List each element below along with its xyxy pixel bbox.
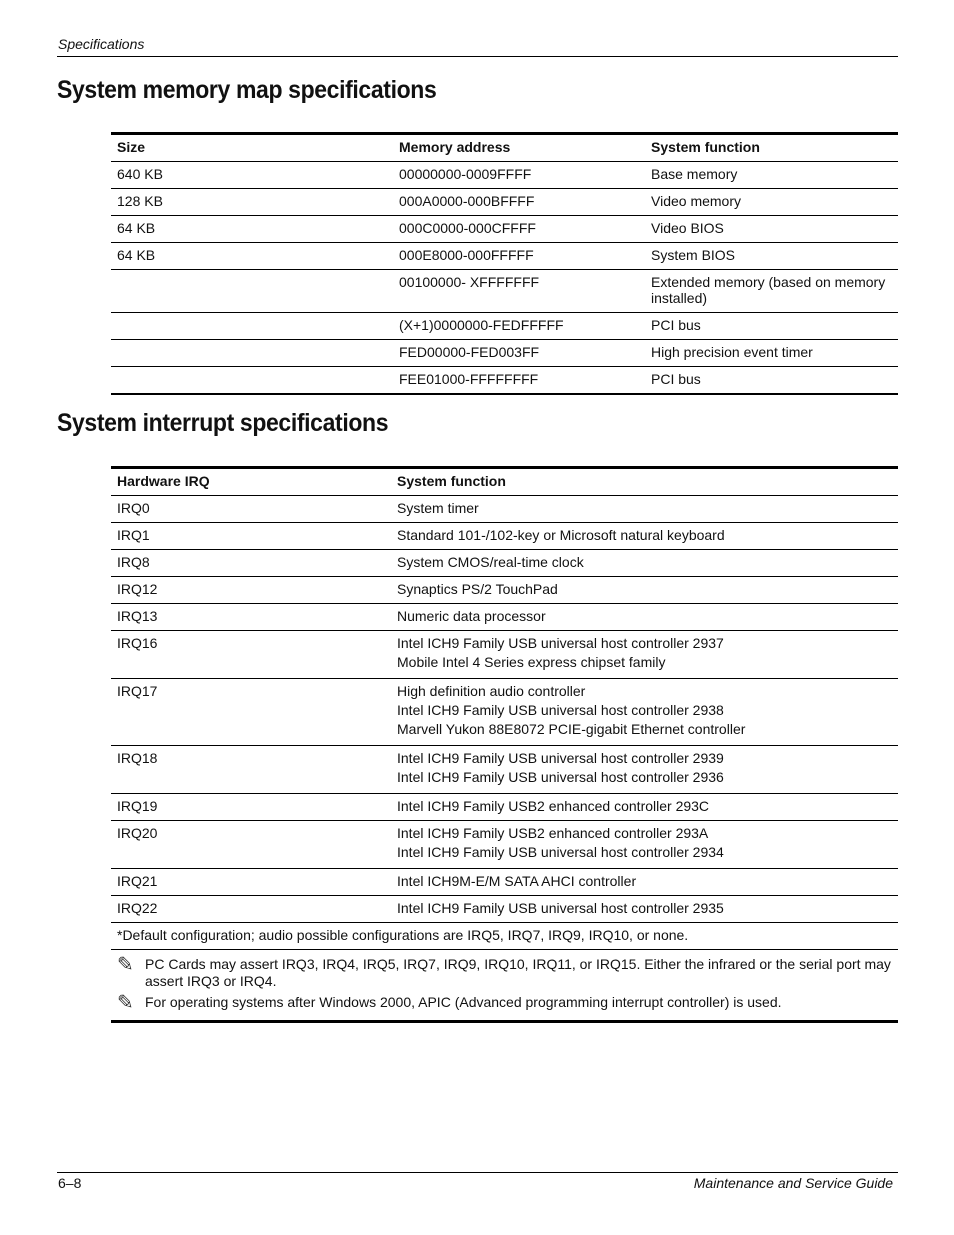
- irq-function-line: Numeric data processor: [397, 608, 546, 624]
- irq-cell: IRQ22: [111, 896, 391, 923]
- memory-address-cell: 00000000-0009FFFF: [393, 162, 645, 189]
- interrupt-row: [111, 679, 898, 746]
- note-text: For operating systems after Windows 2000, APIC (Advanced programming interrupt controller) is used.: [145, 994, 782, 1010]
- size-cell: 640 KB: [111, 162, 393, 189]
- memory-map-header-row: [111, 134, 898, 162]
- irq-cell: IRQ16: [111, 631, 391, 679]
- irq-function-cell: [391, 896, 898, 923]
- irq-function-line: Intel ICH9 Family USB universal host controller 2936: [397, 769, 724, 785]
- interrupt-row: [111, 604, 898, 631]
- irq-function-line: High definition audio controller: [397, 683, 586, 699]
- system-function-cell: Base memory: [645, 162, 898, 189]
- size-cell: [111, 270, 393, 313]
- column-header-size: Size: [117, 139, 146, 155]
- irq-function-line: Intel ICH9 Family USB universal host controller 2937: [397, 635, 724, 651]
- memory-address-cell: 000C0000-000CFFFF: [393, 216, 645, 243]
- size-cell: 64 KB: [111, 216, 393, 243]
- memory-map-row: [111, 340, 898, 367]
- irq-function-cell: [391, 631, 898, 679]
- note: [117, 956, 892, 990]
- size-cell: [111, 313, 393, 340]
- column-header-hardware-irq: Hardware IRQ: [117, 473, 210, 489]
- system-function-cell: High precision event timer: [645, 340, 898, 367]
- interrupt-row: [111, 496, 898, 523]
- interrupt-row: [111, 550, 898, 577]
- irq-function-cell: [391, 550, 898, 577]
- irq-function-line: Intel ICH9 Family USB universal host controller 2934: [397, 844, 724, 860]
- interrupt-row: [111, 896, 898, 923]
- size-cell: [111, 367, 393, 395]
- memory-address-cell: (X+1)0000000-FEDFFFFF: [393, 313, 645, 340]
- system-function-cell: Video memory: [645, 189, 898, 216]
- irq-function-line: Intel ICH9 Family USB universal host controller 2935: [397, 900, 724, 916]
- irq-function-line: Synaptics PS/2 TouchPad: [397, 581, 558, 597]
- irq-cell: IRQ17: [111, 679, 391, 746]
- irq-cell: IRQ0: [111, 496, 391, 523]
- irq-cell: IRQ21: [111, 869, 391, 896]
- irq-function-cell: [391, 746, 898, 794]
- irq-function-line: Intel ICH9 Family USB universal host controller 2939: [397, 750, 724, 766]
- memory-address-cell: 000E8000-000FFFFF: [393, 243, 645, 270]
- interrupt-row: [111, 821, 898, 869]
- note: [117, 994, 892, 1012]
- interrupt-title: System interrupt specifications: [57, 409, 389, 437]
- irq-function-line: Intel ICH9 Family USB2 enhanced controller 293C: [397, 798, 710, 814]
- memory-map-row: [111, 162, 898, 189]
- interrupt-row: [111, 631, 898, 679]
- irq-function-cell: [391, 794, 898, 821]
- interrupt-row: [111, 577, 898, 604]
- memory-map-row: [111, 367, 898, 395]
- header-rule: [57, 56, 898, 57]
- irq-function-cell: [391, 496, 898, 523]
- size-cell: 64 KB: [111, 243, 393, 270]
- footnote: *Default configuration; audio possible configurations are IRQ5, IRQ7, IRQ9, IRQ10, or none.: [111, 923, 898, 950]
- irq-cell: IRQ12: [111, 577, 391, 604]
- size-cell: [111, 340, 393, 367]
- irq-function-cell: [391, 523, 898, 550]
- guide-title: Maintenance and Service Guide: [693, 1175, 893, 1191]
- irq-cell: IRQ13: [111, 604, 391, 631]
- column-header-system-function: System function: [651, 139, 760, 155]
- irq-function-line: Intel ICH9 Family USB universal host controller 2938: [397, 702, 724, 718]
- system-function-cell: PCI bus: [645, 367, 898, 395]
- irq-function-line: Mobile Intel 4 Series express chipset family: [397, 654, 666, 670]
- interrupt-table: [111, 466, 898, 1023]
- notes-row: [111, 950, 898, 1022]
- irq-cell: IRQ19: [111, 794, 391, 821]
- irq-function-line: System timer: [397, 500, 479, 516]
- pencil-icon: ✎: [117, 954, 134, 976]
- column-header-memory-address: Memory address: [399, 139, 511, 155]
- irq-function-cell: [391, 577, 898, 604]
- irq-cell: IRQ18: [111, 746, 391, 794]
- interrupt-row: [111, 794, 898, 821]
- footnote-row: [111, 923, 898, 950]
- memory-map-row: [111, 216, 898, 243]
- memory-address-cell: 000A0000-000BFFFF: [393, 189, 645, 216]
- irq-function-line: Intel ICH9 Family USB2 enhanced controller 293A: [397, 825, 709, 841]
- memory-map-row: [111, 243, 898, 270]
- irq-cell: IRQ8: [111, 550, 391, 577]
- size-cell: 128 KB: [111, 189, 393, 216]
- irq-cell: IRQ1: [111, 523, 391, 550]
- interrupt-row: [111, 746, 898, 794]
- memory-address-cell: FED00000-FED003FF: [393, 340, 645, 367]
- irq-function-line: Standard 101-/102-key or Microsoft natural keyboard: [397, 527, 725, 543]
- system-function-cell: PCI bus: [645, 313, 898, 340]
- note-text: PC Cards may assert IRQ3, IRQ4, IRQ5, IRQ7, IRQ9, IRQ10, IRQ11, or IRQ15. Either the infrared or the serial port may assert IRQ3 or IRQ4.: [145, 956, 891, 989]
- memory-map-title: System memory map specifications: [57, 76, 437, 104]
- system-function-cell: Extended memory (based on memory installed): [645, 270, 898, 313]
- memory-map-row: [111, 270, 898, 313]
- memory-address-cell: 00100000- XFFFFFFF: [393, 270, 645, 313]
- system-function-cell: Video BIOS: [645, 216, 898, 243]
- column-header-irq-system-function: System function: [397, 473, 506, 489]
- page-number: 6–8: [58, 1175, 82, 1191]
- system-function-cell: System BIOS: [645, 243, 898, 270]
- irq-function-line: Intel ICH9M-E/M SATA AHCI controller: [397, 873, 637, 889]
- notes-cell: [111, 950, 898, 1022]
- interrupt-header-row: [111, 468, 898, 496]
- interrupt-row: [111, 523, 898, 550]
- memory-address-cell: FEE01000-FFFFFFFF: [393, 367, 645, 395]
- memory-map-body: [111, 162, 898, 395]
- irq-function-line: Marvell Yukon 88E8072 PCIE-gigabit Ethernet controller: [397, 721, 746, 737]
- irq-function-cell: [391, 604, 898, 631]
- memory-map-row: [111, 189, 898, 216]
- interrupt-body: [111, 496, 898, 1022]
- irq-function-cell: [391, 821, 898, 869]
- footer-rule: [57, 1172, 898, 1173]
- memory-map-table: [111, 132, 898, 395]
- memory-map-row: [111, 313, 898, 340]
- irq-function-line: System CMOS/real-time clock: [397, 554, 584, 570]
- running-head: Specifications: [58, 36, 145, 52]
- pencil-icon: ✎: [117, 992, 134, 1014]
- irq-cell: IRQ20: [111, 821, 391, 869]
- irq-function-cell: [391, 679, 898, 746]
- irq-function-cell: [391, 869, 898, 896]
- interrupt-row: [111, 869, 898, 896]
